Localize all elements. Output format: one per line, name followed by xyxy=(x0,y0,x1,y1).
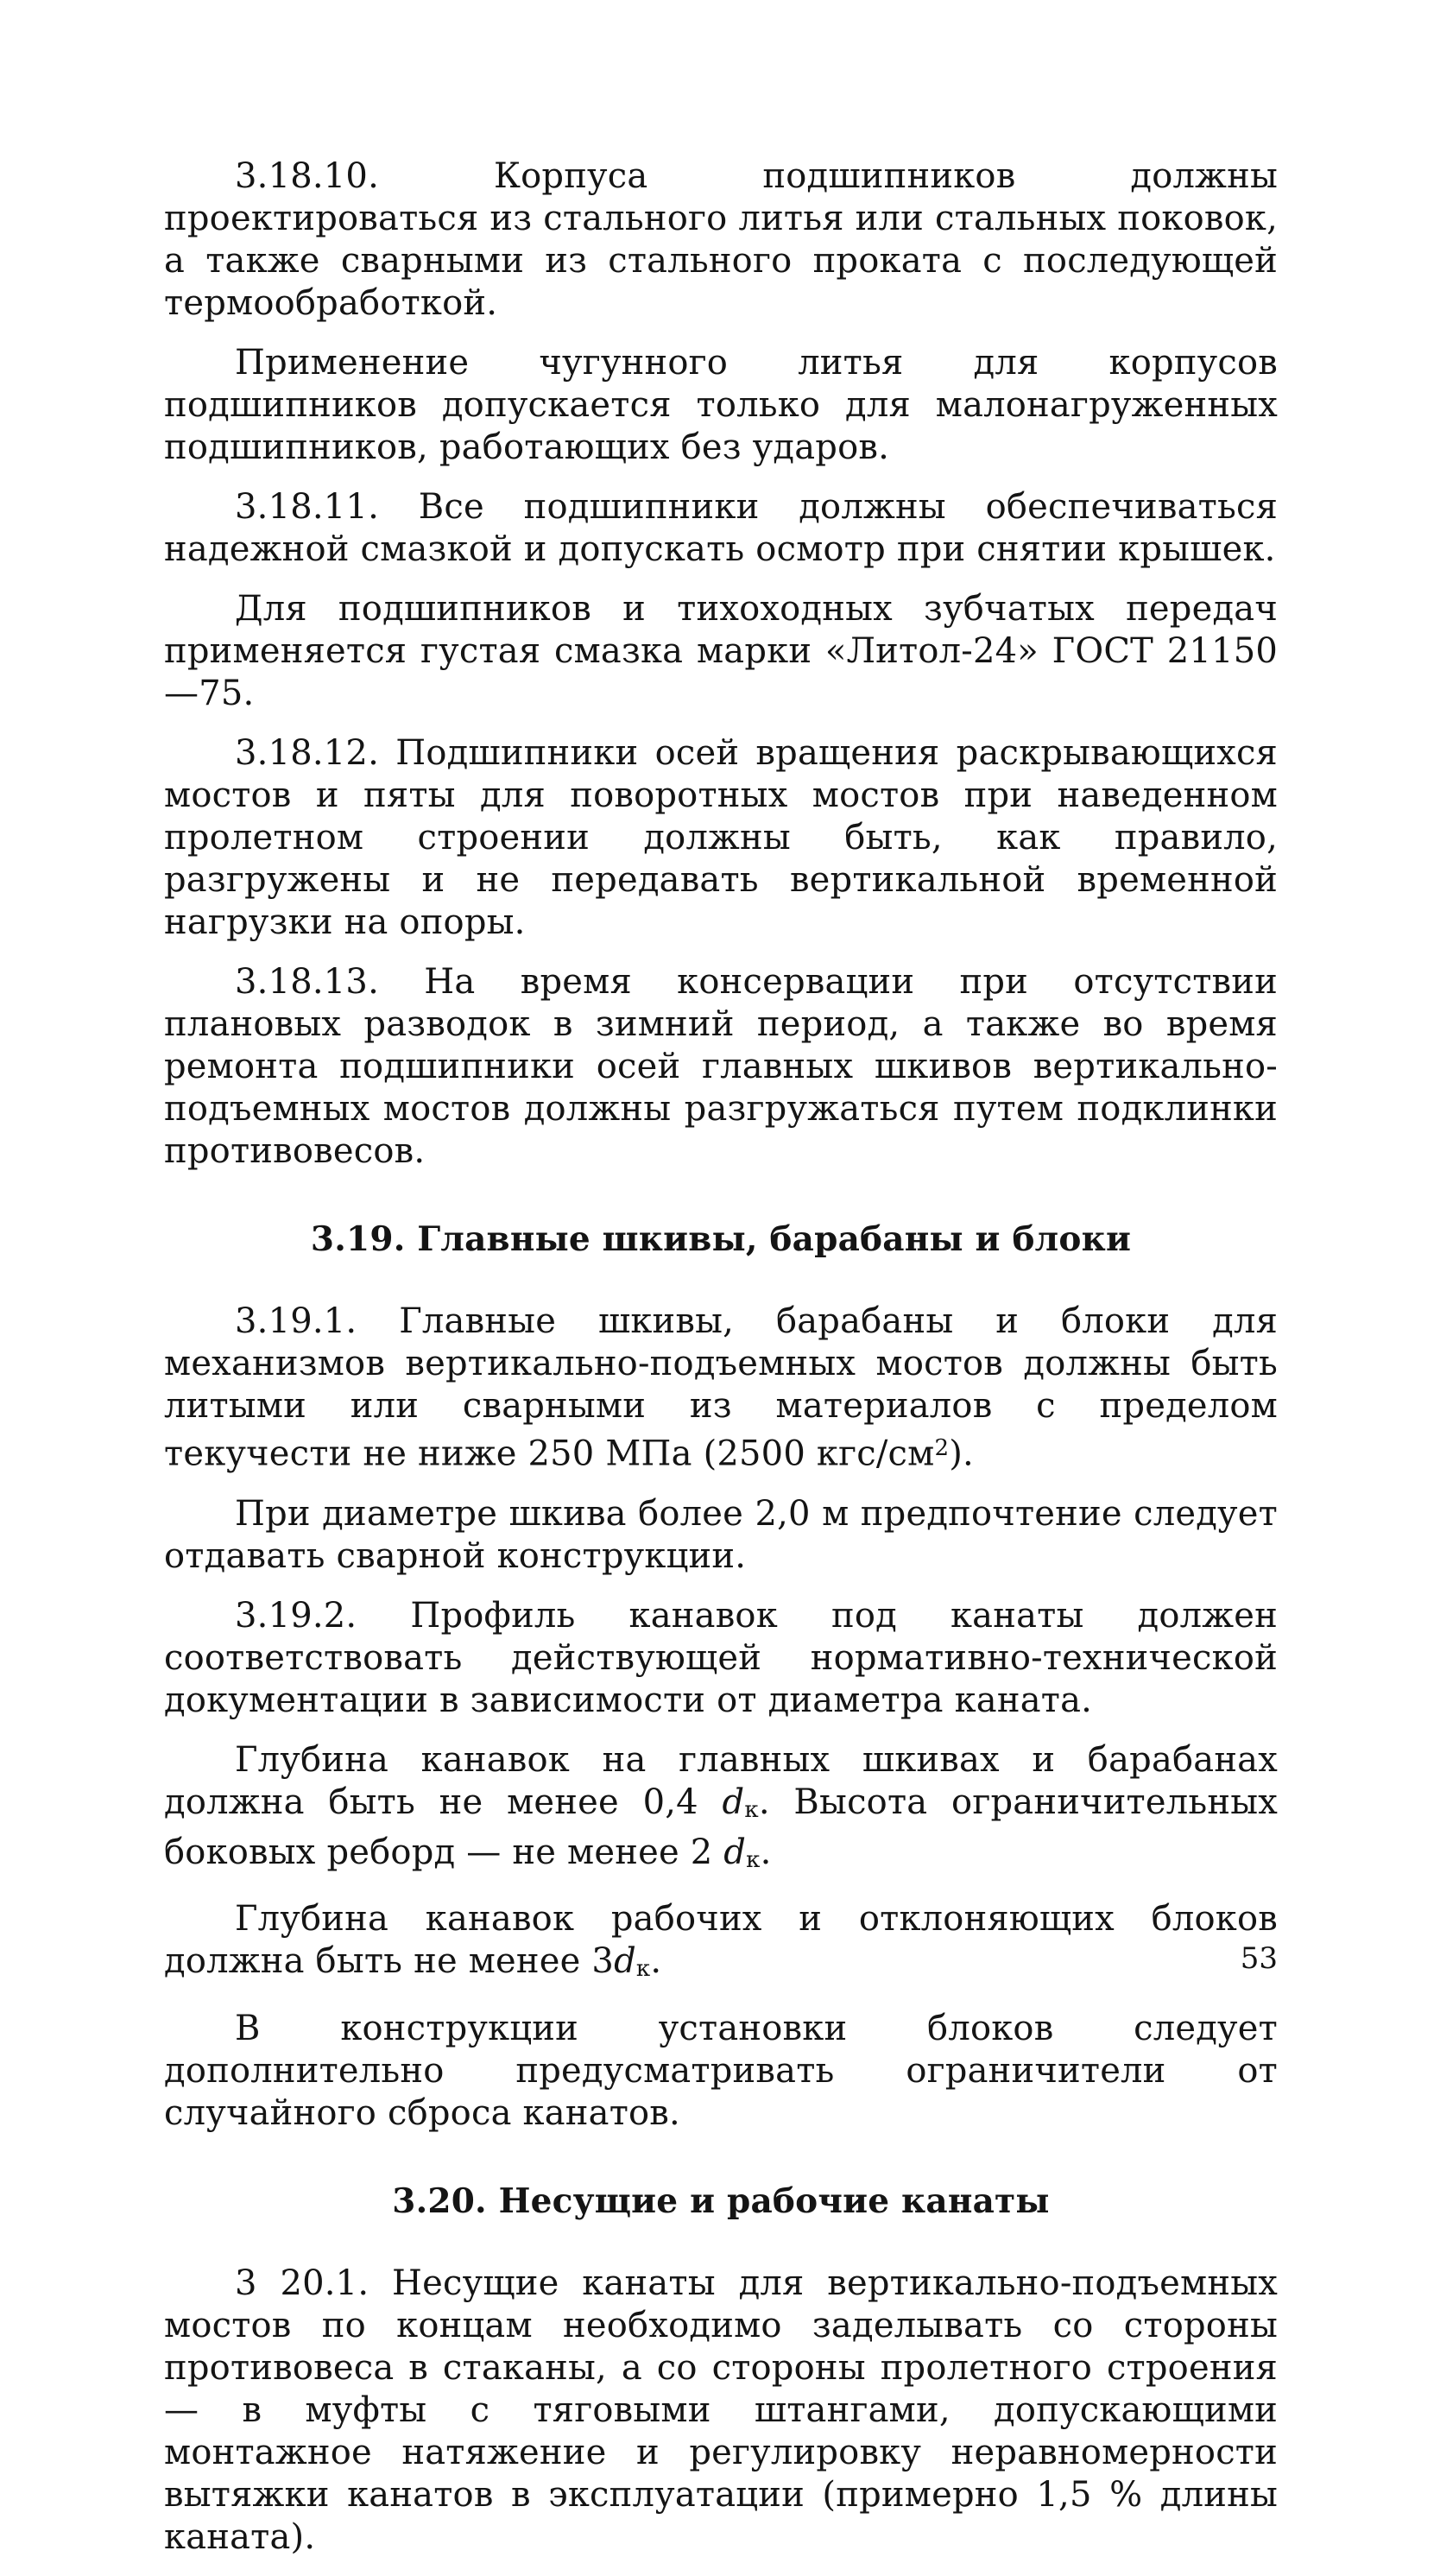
blocks-depth-text-b: . xyxy=(650,1941,662,1982)
page-content xyxy=(164,155,1278,2576)
paragraph-cast-iron: Применение чугунного литья для корпусов подшипников допускается только для малонагруженных подшипников, работающих без ударов. xyxy=(164,343,1278,467)
section-heading-3-19: 3.19. Главные шкивы, барабаны и блоки xyxy=(310,1219,1132,1259)
groove-depth-text-b: . Высота ограничительных боковых реборд — не менее 2 xyxy=(164,1782,1278,1872)
paragraph-blocks-depth xyxy=(164,1898,1278,1991)
k-subscript: к xyxy=(746,1846,761,1873)
paragraph-3-19-1 xyxy=(164,1301,1278,1476)
paragraph-3-18-13: 3.18.13. На время консервации при отсутствии плановых разводок в зимний период, а также во время ремонта подшипники осей главных шкивов вертикально-подъемных мостов должны разгружаться путем подклинки противовесов. xyxy=(164,962,1278,1171)
k-subscript: к xyxy=(635,1956,651,1983)
paragraph-diameter: При диаметре шкива более 2,0 м предпочтение следует отдавать сварной конструкции. xyxy=(164,1493,1278,1576)
superscript-2: 2 xyxy=(934,1435,950,1461)
paragraph-3-18-12: 3.18.12. Подшипники осей вращения раскрывающихся мостов и пяты для поворотных мостов при наведенном пролетном строении должны быть, как правило, разгружены и не передавать вертикальной временной нагрузки на опоры. xyxy=(164,733,1278,942)
d-symbol: d xyxy=(614,1941,636,1982)
paragraph-lubricant: Для подшипников и тихоходных зубчатых передач применяется густая смазка марки «Литол-24» ГОСТ 21150—75. xyxy=(164,589,1278,713)
paragraph-3-19-1-text: 3.19.1. Главные шкивы, барабаны и блоки для механизмов вертикально-подъемных мостов должны быть литыми или сварными из материалов с пределом текучести не ниже 250 МПа (2500 кгс/см xyxy=(164,1301,1278,1474)
page-number: 53 xyxy=(1240,1941,1278,1976)
paragraph-3-18-11: 3.18.11. Все подшипники должны обеспечиваться надежной смазкой и допускать осмотр при снятии крышек. xyxy=(164,487,1278,569)
section-heading-3-20: 3.20. Несущие и рабочие канаты xyxy=(392,2181,1050,2222)
groove-depth-text-c: . xyxy=(760,1832,772,1872)
paragraph-groove-depth xyxy=(164,1739,1278,1882)
blocks-depth-text-a: Глубина канавок рабочих и отклоняющих блоков должна быть не менее 3 xyxy=(164,1899,1278,1982)
paragraph-3-19-1-end: ). xyxy=(949,1434,974,1474)
d-symbol: d xyxy=(723,1832,747,1872)
paragraph-3-20-1: 3 20.1. Несущие канаты для вертикально-подъемных мостов по концам необходимо заделывать со стороны противовеса в стаканы, а со стороны пролетного строения — в муфты с тяговыми штангами, допускающими монтажное натяжение и регулировку неравномерности вытяжки канатов в эксплуатации (примерно 1,5 % длины каната). xyxy=(164,2263,1278,2558)
paragraph-3-18-10: 3.18.10. Корпуса подшипников должны проектироваться из стального литья или стальных поковок, а также сварными из стального проката с последующей термообработкой. xyxy=(164,156,1278,323)
paragraph-3-19-2: 3.19.2. Профиль канавок под канаты должен соответствовать действующей нормативно-технической документации в зависимости от диаметра каната. xyxy=(164,1595,1278,1720)
groove-depth-text-a: Глубина канавок на главных шкивах и барабанах должна быть не менее 0,4 xyxy=(164,1739,1278,1822)
d-symbol: d xyxy=(722,1782,745,1822)
paragraph-design: В конструкции установки блоков следует дополнительно предусматривать ограничители от случайного сброса канатов. xyxy=(164,2009,1278,2134)
k-subscript: к xyxy=(744,1796,759,1823)
